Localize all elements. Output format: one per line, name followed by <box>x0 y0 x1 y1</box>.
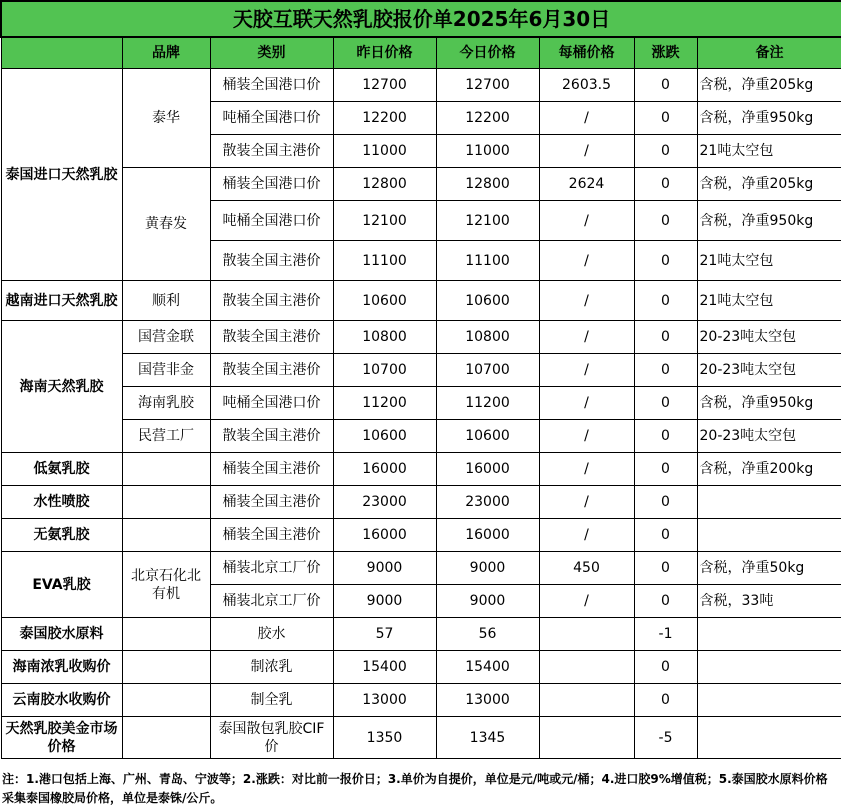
change-cell: -1 <box>634 618 697 651</box>
table-row <box>1 717 841 759</box>
today-cell: 13000 <box>436 684 539 717</box>
per-barrel-cell <box>539 684 634 717</box>
change-cell: 0 <box>634 486 697 519</box>
remark-cell <box>697 486 841 519</box>
remark-cell: 21吨太空包 <box>697 241 841 281</box>
change-cell: 0 <box>634 241 697 281</box>
change-cell: 0 <box>634 281 697 321</box>
per-barrel-cell: / <box>539 486 634 519</box>
type-cell: 散装全国主港价 <box>210 135 333 168</box>
table-row <box>1 486 841 519</box>
remark-cell: 含税，净重205kg <box>697 69 841 102</box>
yesterday-cell: 11000 <box>333 135 436 168</box>
footnote: 注：1.港口包括上海、广州、青岛、宁波等；2.涨跌：对比前一报价日；3.单价为自提价，单位是元/吨或元/桶；4.进口胶9%增值税；5.泰国胶水原料价格采集泰国橡胶局价格，单位是泰铢/公斤。 <box>2 772 828 805</box>
per-barrel-cell: 450 <box>539 552 634 585</box>
per-barrel-cell: / <box>539 281 634 321</box>
type-cell: 制浓乳 <box>210 651 333 684</box>
per-barrel-cell: / <box>539 102 634 135</box>
remark-cell <box>697 651 841 684</box>
type-cell: 散装全国主港价 <box>210 281 333 321</box>
table-row <box>1 552 841 585</box>
today-cell: 10600 <box>436 420 539 453</box>
brand-cell: 黄春发 <box>122 168 210 281</box>
table-body <box>1 69 841 759</box>
change-cell: 0 <box>634 354 697 387</box>
header-brand: 品牌 <box>122 37 210 69</box>
per-barrel-cell: 2603.5 <box>539 69 634 102</box>
per-barrel-cell <box>539 618 634 651</box>
category-cell: 水性喷胶 <box>1 486 122 519</box>
today-cell: 56 <box>436 618 539 651</box>
brand-cell: 海南乳胶 <box>122 387 210 420</box>
type-cell: 吨桶全国港口价 <box>210 387 333 420</box>
brand-cell: 顺利 <box>122 281 210 321</box>
remark-cell: 21吨太空包 <box>697 281 841 321</box>
today-cell: 9000 <box>436 585 539 618</box>
change-cell: 0 <box>634 552 697 585</box>
brand-cell: 国营金联 <box>122 321 210 354</box>
yesterday-cell: 10600 <box>333 420 436 453</box>
change-cell: 0 <box>634 420 697 453</box>
today-cell: 1345 <box>436 717 539 759</box>
remark-cell <box>697 618 841 651</box>
category-cell: 泰国进口天然乳胶 <box>1 69 122 281</box>
category-cell: 云南胶水收购价 <box>1 684 122 717</box>
table-row <box>1 618 841 651</box>
category-cell: 低氨乳胶 <box>1 453 122 486</box>
remark-cell: 21吨太空包 <box>697 135 841 168</box>
remark-cell: 含税，净重950kg <box>697 201 841 241</box>
table-row <box>1 281 841 321</box>
per-barrel-cell: / <box>539 387 634 420</box>
table-row <box>1 354 841 387</box>
type-cell: 桶装北京工厂价 <box>210 585 333 618</box>
per-barrel-cell: / <box>539 135 634 168</box>
table-row <box>1 453 841 486</box>
type-cell: 散装全国主港价 <box>210 420 333 453</box>
yesterday-cell: 9000 <box>333 585 436 618</box>
remark-cell <box>697 717 841 759</box>
per-barrel-cell: / <box>539 354 634 387</box>
remark-cell <box>697 519 841 552</box>
yesterday-cell: 11100 <box>333 241 436 281</box>
type-cell: 桶装全国港口价 <box>210 168 333 201</box>
today-cell: 11200 <box>436 387 539 420</box>
table-row <box>1 651 841 684</box>
per-barrel-cell: / <box>539 420 634 453</box>
yesterday-cell: 12200 <box>333 102 436 135</box>
brand-cell <box>122 651 210 684</box>
type-cell: 吨桶全国港口价 <box>210 201 333 241</box>
brand-cell: 民营工厂 <box>122 420 210 453</box>
per-barrel-cell: 2624 <box>539 168 634 201</box>
header-today: 今日价格 <box>436 37 539 69</box>
change-cell: 0 <box>634 321 697 354</box>
type-cell: 散装全国主港价 <box>210 321 333 354</box>
yesterday-cell: 13000 <box>333 684 436 717</box>
today-cell: 9000 <box>436 552 539 585</box>
brand-cell <box>122 717 210 759</box>
yesterday-cell: 15400 <box>333 651 436 684</box>
yesterday-cell: 16000 <box>333 519 436 552</box>
category-cell: EVA乳胶 <box>1 552 122 618</box>
type-cell: 桶装北京工厂价 <box>210 552 333 585</box>
type-cell: 桶装全国港口价 <box>210 69 333 102</box>
yesterday-cell: 12100 <box>333 201 436 241</box>
change-cell: 0 <box>634 102 697 135</box>
category-cell: 无氨乳胶 <box>1 519 122 552</box>
today-cell: 10600 <box>436 281 539 321</box>
per-barrel-cell: / <box>539 585 634 618</box>
today-cell: 12800 <box>436 168 539 201</box>
table-row <box>1 387 841 420</box>
today-cell: 15400 <box>436 651 539 684</box>
change-cell: 0 <box>634 453 697 486</box>
remark-cell: 含税，净重950kg <box>697 387 841 420</box>
type-cell: 桶装全国主港价 <box>210 486 333 519</box>
header-per-barrel: 每桶价格 <box>539 37 634 69</box>
yesterday-cell: 23000 <box>333 486 436 519</box>
brand-cell <box>122 684 210 717</box>
yesterday-cell: 1350 <box>333 717 436 759</box>
yesterday-cell: 11200 <box>333 387 436 420</box>
per-barrel-cell: / <box>539 241 634 281</box>
yesterday-cell: 16000 <box>333 453 436 486</box>
category-cell: 海南浓乳收购价 <box>1 651 122 684</box>
per-barrel-cell: / <box>539 519 634 552</box>
change-cell: 0 <box>634 585 697 618</box>
brand-cell <box>122 618 210 651</box>
change-cell: 0 <box>634 135 697 168</box>
category-cell: 海南天然乳胶 <box>1 321 122 453</box>
today-cell: 16000 <box>436 453 539 486</box>
remark-cell: 含税，净重205kg <box>697 168 841 201</box>
change-cell: 0 <box>634 69 697 102</box>
yesterday-cell: 12700 <box>333 69 436 102</box>
table-row <box>1 684 841 717</box>
type-cell: 桶装全国主港价 <box>210 453 333 486</box>
remark-cell: 含税，净重50kg <box>697 552 841 585</box>
change-cell: 0 <box>634 168 697 201</box>
today-cell: 12100 <box>436 201 539 241</box>
type-cell: 制全乳 <box>210 684 333 717</box>
category-cell: 越南进口天然乳胶 <box>1 281 122 321</box>
today-cell: 11000 <box>436 135 539 168</box>
today-cell: 23000 <box>436 486 539 519</box>
yesterday-cell: 10700 <box>333 354 436 387</box>
header-yesterday: 昨日价格 <box>333 37 436 69</box>
type-cell: 胶水 <box>210 618 333 651</box>
brand-cell <box>122 519 210 552</box>
table-row <box>1 519 841 552</box>
header-type: 类别 <box>210 37 333 69</box>
remark-cell: 含税，净重950kg <box>697 102 841 135</box>
header-category <box>1 37 122 69</box>
type-cell: 泰国散包乳胶CIF价 <box>210 717 333 759</box>
remark-cell <box>697 684 841 717</box>
change-cell: 0 <box>634 651 697 684</box>
category-cell: 泰国胶水原料 <box>1 618 122 651</box>
today-cell: 12200 <box>436 102 539 135</box>
type-cell: 吨桶全国港口价 <box>210 102 333 135</box>
yesterday-cell: 9000 <box>333 552 436 585</box>
brand-cell: 泰华 <box>122 69 210 168</box>
today-cell: 10700 <box>436 354 539 387</box>
page-title: 天胶互联天然乳胶报价单2025年6月30日 <box>1 1 841 37</box>
type-cell: 散装全国主港价 <box>210 354 333 387</box>
per-barrel-cell: / <box>539 321 634 354</box>
today-cell: 11100 <box>436 241 539 281</box>
type-cell: 桶装全国主港价 <box>210 519 333 552</box>
yesterday-cell: 57 <box>333 618 436 651</box>
type-cell: 散装全国主港价 <box>210 241 333 281</box>
category-cell: 天然乳胶美金市场价格 <box>1 717 122 759</box>
change-cell: 0 <box>634 201 697 241</box>
today-cell: 16000 <box>436 519 539 552</box>
brand-cell: 国营非金 <box>122 354 210 387</box>
change-cell: 0 <box>634 519 697 552</box>
remark-cell: 含税，33吨 <box>697 585 841 618</box>
per-barrel-cell <box>539 651 634 684</box>
remark-cell: 20-23吨太空包 <box>697 321 841 354</box>
brand-cell <box>122 486 210 519</box>
remark-cell: 20-23吨太空包 <box>697 420 841 453</box>
brand-cell: 北京石化北有机 <box>122 552 210 618</box>
table-row <box>1 321 841 354</box>
header-change: 涨跌 <box>634 37 697 69</box>
per-barrel-cell: / <box>539 201 634 241</box>
change-cell: 0 <box>634 387 697 420</box>
brand-cell <box>122 453 210 486</box>
per-barrel-cell <box>539 717 634 759</box>
header-remark: 备注 <box>697 37 841 69</box>
change-cell: -5 <box>634 717 697 759</box>
change-cell: 0 <box>634 684 697 717</box>
remark-cell: 20-23吨太空包 <box>697 354 841 387</box>
yesterday-cell: 10800 <box>333 321 436 354</box>
table-row <box>1 420 841 453</box>
today-cell: 12700 <box>436 69 539 102</box>
today-cell: 10800 <box>436 321 539 354</box>
table-row <box>1 168 841 201</box>
per-barrel-cell: / <box>539 453 634 486</box>
table-row <box>1 69 841 102</box>
yesterday-cell: 12800 <box>333 168 436 201</box>
remark-cell: 含税，净重200kg <box>697 453 841 486</box>
yesterday-cell: 10600 <box>333 281 436 321</box>
